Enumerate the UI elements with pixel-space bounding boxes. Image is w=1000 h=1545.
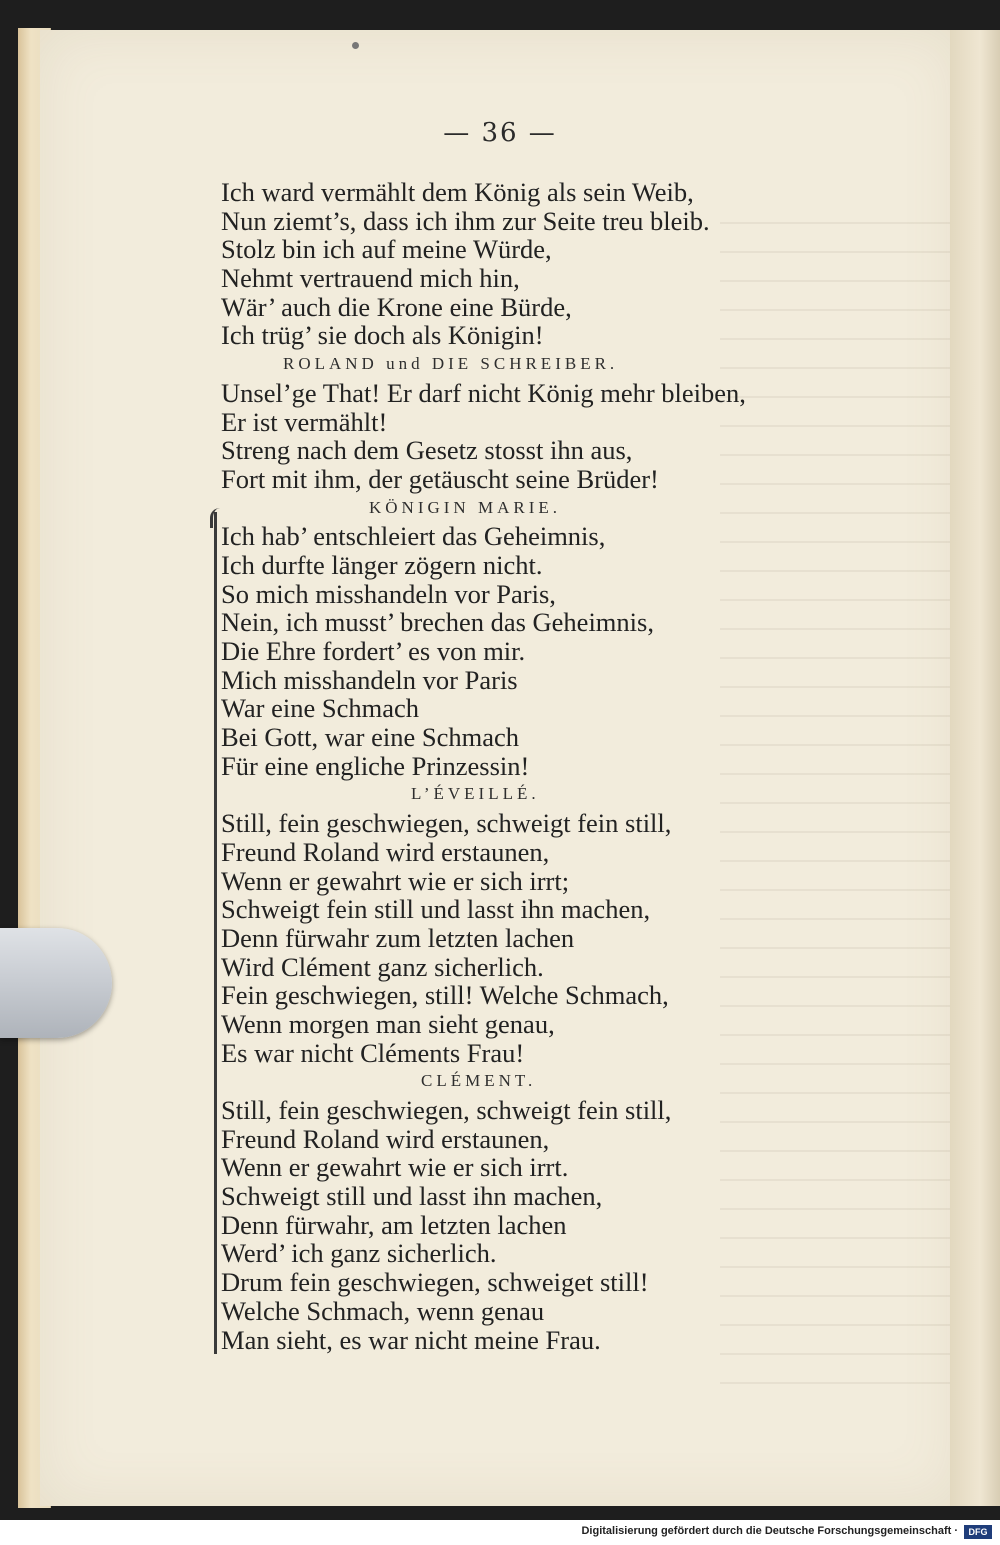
verse-line: Welche Schmach, wenn genau [221, 1295, 545, 1326]
ensemble-bracket [214, 512, 217, 1354]
verse-line: Nehmt vertrauend mich hin, [221, 263, 520, 294]
verse-line: Wenn er gewahrt wie er sich irrt; [221, 865, 570, 896]
verse-line: Ich ward vermählt dem König als sein Weib, [221, 177, 694, 207]
verse-line: Fort mit ihm, der getäuscht seine Brüder! [221, 463, 659, 494]
verse-line: Streng nach dem Gesetz stosst ihn aus, [221, 435, 633, 466]
verse-line: War eine Schmach [221, 693, 419, 724]
verse-line: Wenn er gewahrt wie er sich irrt. [221, 1152, 569, 1183]
verse-line: Ich trüg’ sie doch als Königin! [221, 320, 544, 351]
verse-line: Nein, ich musst’ brechen das Geheimnis, [221, 607, 654, 638]
dfg-logo: DFG [964, 1525, 992, 1539]
speaker-heading: KÖNIGIN MARIE. [369, 497, 561, 517]
verse-line: Ich durfte länger zögern nicht. [221, 549, 543, 580]
verse-line: Freund Roland wird erstaunen, [221, 1123, 550, 1154]
verse-line: Mich misshandeln vor Paris [221, 664, 518, 695]
verse-line: Die Ehre fordert’ es von mir. [221, 636, 526, 666]
verse-line: So mich misshandeln vor Paris, [221, 578, 556, 609]
verse-line: Er ist vermählt! [221, 406, 388, 437]
verse-line: Man sieht, es war nicht meine Frau. [221, 1324, 601, 1355]
verse-line: Denn fürwahr zum letzten lachen [221, 922, 575, 953]
verse-line: Schweigt still und lasst ihn machen, [221, 1181, 603, 1212]
speaker-heading: L’ÉVEILLÉ. [411, 784, 540, 804]
verse-line: Ich hab’ entschleiert das Geheimnis, [221, 521, 606, 552]
verse-line: Wär’ auch die Krone eine Bürde, [221, 291, 572, 322]
ink-speck [352, 42, 359, 49]
page-number: — 36 — [443, 118, 557, 148]
footer-bar [0, 1520, 1000, 1545]
verse-line: Denn fürwahr, am letzten lachen [221, 1209, 567, 1240]
speaker-heading: CLÉMENT. [421, 1071, 537, 1091]
page-stack-right-edge [950, 30, 1000, 1506]
verse-line: Stolz bin ich auf meine Würde, [221, 234, 552, 265]
verse-line: Bei Gott, war eine Schmach [221, 722, 520, 753]
verse-line: Drum fein geschwiegen, schweiget still! [221, 1267, 649, 1298]
verse-line: Fein geschwiegen, still! Welche Schmach, [221, 980, 669, 1011]
verse-line: Still, fein geschwiegen, schweigt fein still, [221, 1095, 672, 1125]
verse-line: Wird Clément ganz sicherlich. [221, 951, 544, 982]
verse-line: Für eine engliche Prinzessin! [221, 750, 530, 781]
verse-line: Unsel’ge That! Er darf nicht König mehr bleiben, [221, 377, 746, 408]
verse-line: Wenn morgen man sieht genau, [221, 1008, 555, 1039]
page-tab-marker [0, 928, 112, 1038]
verse-line: Nun ziemt’s, dass ich ihm zur Seite treu bleib. [221, 205, 710, 236]
footer-credit: Digitalisierung gefördert durch die Deutsche Forschungsgemeinschaft · [581, 1525, 958, 1537]
verse-line: Schweigt fein still und lasst ihn machen, [221, 894, 651, 925]
verse-line: Es war nicht Cléments Frau! [221, 1037, 525, 1068]
verse-line: Still, fein geschwiegen, schweigt fein still, [221, 808, 672, 839]
verse-text-block [221, 178, 921, 1354]
verse-line: Freund Roland wird erstaunen, [221, 836, 550, 867]
verse-line: Werd’ ich ganz sicherlich. [221, 1238, 497, 1269]
speaker-heading: ROLAND und DIE SCHREIBER. [283, 354, 619, 374]
